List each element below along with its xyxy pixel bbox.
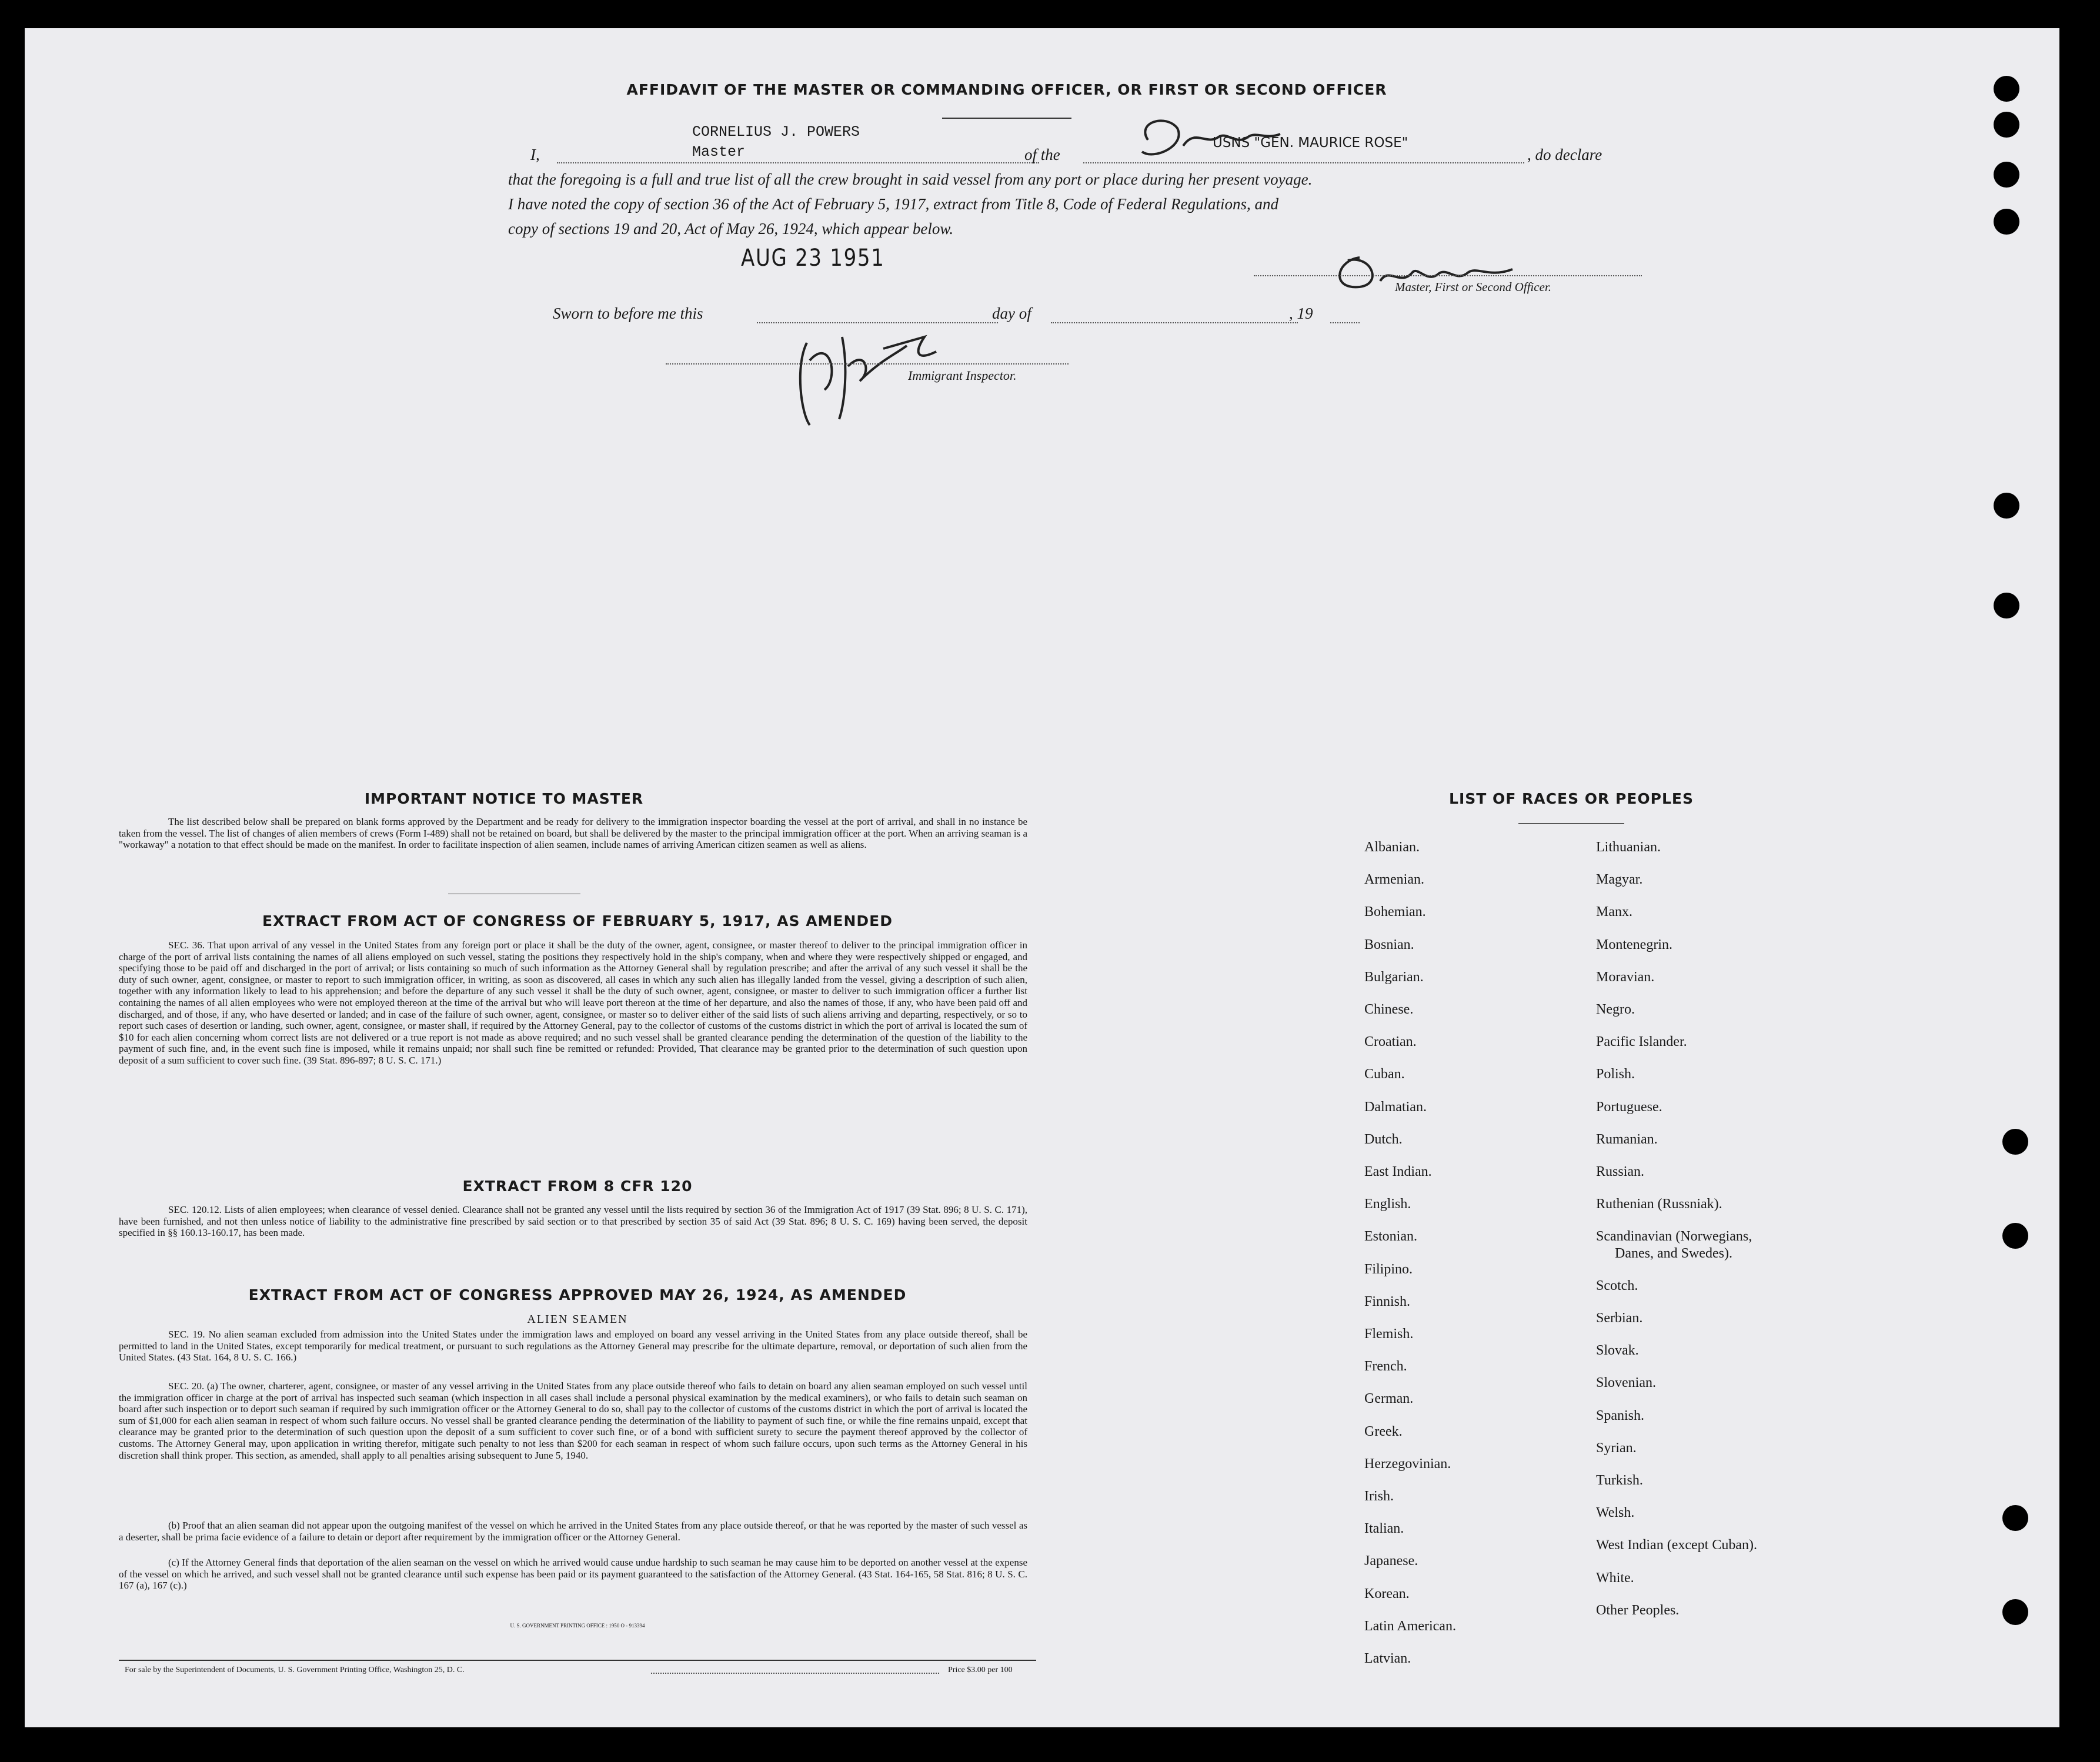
race-item: Syrian. (1596, 1440, 1637, 1456)
race-item: Cuban. (1364, 1066, 1405, 1082)
race-item: Dalmatian. (1364, 1099, 1427, 1115)
race-item: Russian. (1596, 1164, 1645, 1179)
declaration-line-2: that the foregoing is a full and true list of all the crew brought in said vessel from any port or place during her present voyage. (508, 170, 1313, 188)
race-item: Bosnian. (1364, 937, 1414, 952)
race-item: Scotch. (1596, 1278, 1638, 1293)
binder-hole (1994, 209, 2019, 235)
declaration-of-the: of the (1024, 146, 1060, 163)
race-item: French. (1364, 1359, 1407, 1375)
race-item: Italian. (1364, 1521, 1404, 1537)
race-item: Albanian. (1364, 840, 1420, 855)
race-item: Montenegrin. (1596, 937, 1672, 952)
extract-1917-body: SEC. 36. That upon arrival of any vessel in the United States from any foreign port or place it shall be the duty of the owner, agent, consignee, or master thereof to deliver to the principal immigration officer in charge of the port of arrival lists containing the names of all aliens employed on such vessel, stating the positions they respectively hold in the ship's company, when and where they were respectively shipped or engaged, and specifying those to be paid off and discharged in the port of arrival; or lists containing so much of such information as the Attorney General shall by regulation prescribe; and after the arrival of any such vessel it shall be the duty of such owner, agent, consignee, or master to report to such immigration officer, in writing, as soon as discovered, all cases in which any such alien has illegally landed from the vessel, giving a description of such alien, together with any information likely to lead to his apprehension; and before the departure of any such vessel it shall be the duty of such owner, agent, consignee, or master to deliver to such immigration officer a further list containing the names of all alien employees who were not employed thereon at the time of the arrival but who will leave port thereon at the time of her departure, and also the names of those, if any, who have been paid off and discharged, and of those, if any, who have deserted or landed; and in case of the failure of such owner, agent, consignee, or master so to deliver either of the said lists of such aliens arriving and departing, respectively, or so to report such cases of desertion or landing, such owner, agent, consignee, or master shall, if required by the Attorney General, pay to the collector of customs of the customs district in which the port of arrival is located the sum of $10 for each alien concerning whom correct lists are not delivered or a true report is not made as above required; and no such vessel shall be granted clearance pending the determination of the question of the liability to the payment of such fine, and, in the event such fine is imposed, while it remains unpaid; nor shall such fine be remitted or refunded: Provided, That clearance may be granted prior to the determination of such question upon deposit of a sum sufficient to cover such fine. (39 Stat. 896-897; 8 U. S. C. 171.) (119, 939, 1027, 1066)
year-label: , 19 (1289, 305, 1313, 322)
race-item: Flemish. (1364, 1326, 1414, 1342)
binder-hole (1994, 493, 2019, 519)
sworn-month-line (1051, 322, 1298, 323)
race-item: Bohemian. (1364, 904, 1426, 920)
sec-20a-body: SEC. 20. (a) The owner, charterer, agent, consignee, or master of any vessel arriving in the United States from any place outside thereof who fails to detain on board any alien seaman employed on such vessel until the immigration officer in charge at the port of arrival has inspected such seaman (which inspection in all cases shall include a personal physical examination by the medical examiners), or who fails to detain such seaman on board after such inspection or to deport such seaman if required by such immigration officer or the Attorney General to do so, shall pay to the collector of customs of the customs district in which the port of arrival is located the sum of $1,000 for each alien seaman in respect of whom such failure occurs. No vessel shall be granted clearance pending the determination of the liability to payment of such fine, or while the fine remains unpaid, except that clearance may be granted prior to the determination of such question upon the deposit of a sum sufficient to cover such fine, or of a bond with sufficient surety to secure the payment thereof approved by the collector of customs. The Attorney General may, upon application in writing therefor, mitigate such penalty to not less than $200 for each seaman in respect of whom such failure occurs, upon such terms as the Attorney General in his discretion shall think proper. This section, as amended, shall apply to all penalties arising subsequent to June 5, 1940. (119, 1380, 1027, 1461)
title-underline (942, 118, 1071, 119)
race-item: Korean. (1364, 1586, 1410, 1601)
sworn-label: Sworn to before me this (553, 305, 703, 322)
binder-hole (1994, 112, 2019, 138)
race-item: Croatian. (1364, 1034, 1417, 1050)
race-item: English. (1364, 1196, 1411, 1212)
race-item: Estonian. (1364, 1229, 1417, 1245)
master-signature-scribble (1130, 105, 1283, 175)
declaration-line-4: copy of sections 19 and 20, Act of May 26, 1924, which appear below. (508, 220, 954, 238)
notice-body: The list described below shall be prepared on blank forms approved by the Department and be ready for delivery to the immigration inspector boarding the vessel at the port of arrival, and shall in no instance be taken from the vessel. The list of changes of alien members of crews (Form I-489) shall not be retained on board, but shall be delivered by the master to the principal immigration officer at the port. When an arriving seaman is a "workaway" a notation to that effect should be made on the manifest. In order to facilitate inspection of alien seamen, include names of arriving American citizen seamen as well as aliens. (119, 816, 1027, 851)
master-signature-line (1254, 275, 1642, 276)
race-item: Rumanian. (1596, 1131, 1658, 1147)
master-signature-caption: Master, First or Second Officer. (1395, 280, 1551, 294)
date-stamp: AUG 23 1951 (741, 245, 885, 272)
footer-leader-dots (651, 1673, 939, 1674)
race-item: Chinese. (1364, 1002, 1414, 1017)
race-item: Welsh. (1596, 1505, 1635, 1521)
binder-hole (1994, 162, 2019, 188)
sec-20b-body: (b) Proof that an alien seaman did not appear upon the outgoing manifest of the vessel on which he arrived in the United States from any place outside thereof, or that he was reported by the master of such vessel as a deserter, shall be prima facie evidence of a failure to detain or deport after requirement by the immigration officer or the Attorney General. (119, 1520, 1027, 1543)
race-item: Armenian. (1364, 872, 1424, 888)
race-item: Filipino. (1364, 1261, 1413, 1277)
race-item: Herzegovinian. (1364, 1456, 1451, 1472)
race-item: West Indian (except Cuban). (1596, 1537, 1757, 1553)
race-item: Greek. (1364, 1423, 1403, 1439)
race-item: Finnish. (1364, 1293, 1411, 1309)
sec-20c-body: (c) If the Attorney General finds that deportation of the alien seaman on the vessel on which he arrived would cause undue hardship to such seaman he may cause him to be deported on another vessel at the expense of the vessel on which he arrived, and such vessel shall not be granted clearance until such expense has been paid or its payment guaranteed to the satisfaction of the Attorney General. (43 Stat. 164-165, 58 Stat. 816; 8 U. S. C. 167 (a), 167 (c).) (119, 1557, 1027, 1592)
race-item: Latvian. (1364, 1651, 1411, 1666)
race-item: Irish. (1364, 1489, 1394, 1504)
race-item: Lithuanian. (1596, 840, 1661, 855)
typed-master-rank: Master (692, 143, 746, 161)
race-item: Ruthenian (Russniak). (1596, 1196, 1722, 1212)
race-item: Serbian. (1596, 1310, 1643, 1326)
extract-cfr-body: SEC. 120.12. Lists of alien employees; when clearance of vessel denied. Clearance shall not be granted any vessel until the lists required by section 36 of the Immigration Act of 1917 (39 Stat. 896; 8 U. S. C. 171), have been furnished, and not then unless notice of liability to the administrative fine prescribed by said section or to that prescribed by section 35 of said Act (39 Stat. 896; 8 U. S. C. 169) having been served, the deposit specified in §§ 160.13-160.17, has been made. (119, 1204, 1027, 1239)
declaration-line-3: I have noted the copy of section 36 of the Act of February 5, 1917, extract from Title 8, Code of Federal Regulations, and (508, 195, 1279, 213)
race-item: Scandinavian (Norwegians, (1596, 1229, 1752, 1245)
race-item: German. (1364, 1391, 1414, 1407)
race-item: Spanish. (1596, 1407, 1645, 1423)
typed-master-name: CORNELIUS J. POWERS (692, 123, 860, 141)
declaration-pronoun: I, (530, 146, 540, 163)
notice-heading: IMPORTANT NOTICE TO MASTER (364, 790, 644, 807)
extract-1924-heading: EXTRACT FROM ACT OF CONGRESS APPROVED MAY 26, 1924, AS AMENDED (248, 1286, 907, 1303)
day-of-label: day of (992, 305, 1031, 322)
race-item: Turkish. (1596, 1473, 1643, 1488)
typed-vessel-name: USNS "GEN. MAURICE ROSE" (1213, 135, 1408, 151)
binder-hole (2002, 1505, 2028, 1531)
races-heading: LIST OF RACES OR PEOPLES (1449, 790, 1694, 807)
race-item: Portuguese. (1596, 1099, 1662, 1115)
alien-seamen-subheading: ALIEN SEAMEN (527, 1313, 628, 1326)
printing-office-note: U. S. GOVERNMENT PRINTING OFFICE : 1950 O - 913394 (510, 1623, 645, 1629)
document-page (25, 28, 2059, 1727)
year-blank-line (1330, 322, 1360, 323)
race-item: Japanese. (1364, 1553, 1418, 1569)
races-divider (1518, 823, 1624, 824)
race-item: Negro. (1596, 1002, 1635, 1017)
race-item: Polish. (1596, 1066, 1635, 1082)
footer-rule (119, 1660, 1036, 1661)
race-item: Slovak. (1596, 1343, 1639, 1359)
inspector-signature-line (666, 363, 1069, 365)
race-item: East Indian. (1364, 1164, 1432, 1179)
footer-price: Price $3.00 per 100 (948, 1666, 1013, 1674)
affidavit-title: AFFIDAVIT OF THE MASTER OR COMMANDING OFFICER, OR FIRST OR SECOND OFFICER (626, 81, 1387, 98)
race-item: Slovenian. (1596, 1375, 1656, 1391)
race-item: Moravian. (1596, 969, 1655, 985)
binder-hole (1994, 76, 2019, 102)
inspector-caption: Immigrant Inspector. (908, 368, 1017, 383)
binder-hole (2002, 1223, 2028, 1249)
race-item: Pacific Islander. (1596, 1034, 1687, 1050)
sec-19-body: SEC. 19. No alien seaman excluded from admission into the United States under the immigration laws and employed on board any vessel arriving in the United States from any place outside thereof, shall be permitted to land in the United States, except temporarily for medical treatment, or pursuant to such regulations as the Attorney General may prescribe for the ultimate departure, removal, or deportation of such alien from the United States. (43 Stat. 164, 8 U. S. C. 166.) (119, 1329, 1027, 1363)
race-item: Danes, and Swedes). (1615, 1245, 1732, 1261)
footer-sale-note: For sale by the Superintendent of Documents, U. S. Government Printing Office, Washington 25, D. C. (125, 1666, 465, 1674)
race-item: Other Peoples. (1596, 1602, 1680, 1618)
race-item: Manx. (1596, 904, 1632, 920)
binder-hole (2002, 1599, 2028, 1625)
binder-hole (1994, 593, 2019, 618)
binder-hole (2002, 1129, 2028, 1155)
race-item: Latin American. (1364, 1618, 1456, 1634)
race-item: Magyar. (1596, 872, 1643, 888)
race-item: Dutch. (1364, 1131, 1403, 1147)
extract-1917-heading: EXTRACT FROM ACT OF CONGRESS OF FEBRUARY 5, 1917, AS AMENDED (262, 912, 893, 930)
declaration-do-declare: , do declare (1527, 146, 1602, 163)
name-blank-line (557, 162, 1039, 163)
race-item: Bulgarian. (1364, 969, 1424, 985)
race-item: White. (1596, 1570, 1634, 1586)
extract-cfr-heading: EXTRACT FROM 8 CFR 120 (462, 1178, 693, 1195)
